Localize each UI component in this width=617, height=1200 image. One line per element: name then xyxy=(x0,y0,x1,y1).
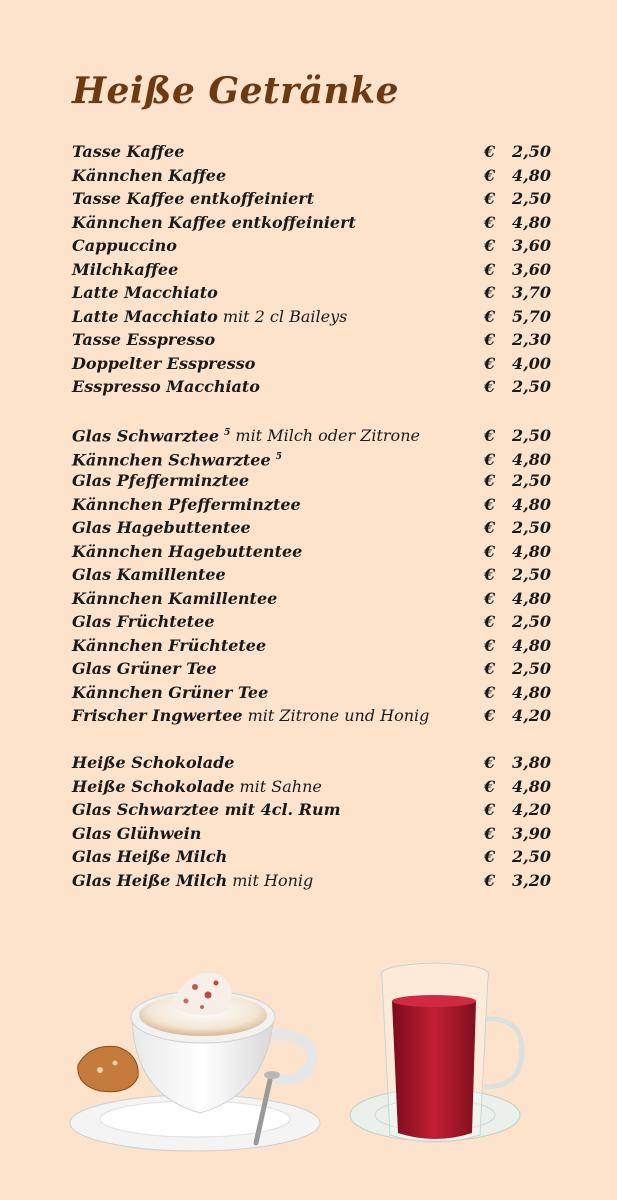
currency-symbol: € xyxy=(484,612,496,631)
menu-item-label xyxy=(72,610,215,634)
menu-item-description: mit 2 cl Baileys xyxy=(222,306,348,326)
menu-item-name: Kännchen Kaffee xyxy=(72,165,227,185)
price-amount: 3,70 xyxy=(512,283,551,302)
price-amount: 2,50 xyxy=(512,565,551,584)
menu-item-label xyxy=(72,845,227,869)
price-amount: 4,80 xyxy=(512,494,551,514)
currency-symbol: € xyxy=(484,189,496,208)
price-amount: 2,50 xyxy=(512,612,551,631)
currency-symbol: € xyxy=(484,682,496,702)
menu-item-row xyxy=(72,540,551,564)
currency-symbol: € xyxy=(484,659,496,678)
menu-item-row xyxy=(72,822,551,846)
currency-symbol: € xyxy=(484,588,496,608)
price-amount: 3,60 xyxy=(512,236,551,255)
menu-section xyxy=(72,140,551,399)
price-amount: 4,80 xyxy=(512,212,551,232)
allergen-footnote: 5 xyxy=(275,451,282,462)
menu-item-name: Kännchen Kamillentee xyxy=(72,588,278,608)
menu-item-row xyxy=(72,328,551,352)
menu-item-price xyxy=(484,681,551,705)
price-amount: 3,80 xyxy=(512,753,551,772)
currency-symbol: € xyxy=(484,494,496,514)
price-amount: 2,50 xyxy=(512,142,551,161)
currency-symbol: € xyxy=(484,870,496,890)
menu-item-label xyxy=(72,516,251,540)
menu-item-price xyxy=(484,352,551,376)
menu-item-label xyxy=(72,657,217,681)
menu-item-name: Glas Glühwein xyxy=(72,823,202,843)
price-amount: 2,50 xyxy=(512,471,551,490)
allergen-footnote: 5 xyxy=(224,428,231,438)
currency-symbol: € xyxy=(484,776,496,796)
price-amount: 2,50 xyxy=(512,659,551,678)
menu-item-label xyxy=(72,587,277,611)
menu-item-row xyxy=(72,869,551,893)
menu-item-name: Glas Heiße Milch xyxy=(72,870,228,890)
menu-item-row xyxy=(72,845,551,869)
menu-item-price xyxy=(484,424,551,448)
price-amount: 2,30 xyxy=(512,330,551,349)
price-amount: 4,20 xyxy=(512,706,551,725)
price-amount: 4,80 xyxy=(512,635,551,655)
menu-item-label xyxy=(72,704,429,728)
menu-item-price xyxy=(484,234,551,258)
menu-item-label xyxy=(72,234,177,258)
menu-item-label xyxy=(72,822,201,846)
menu-item-label xyxy=(72,563,226,587)
menu-item-price xyxy=(484,540,551,564)
currency-symbol: € xyxy=(484,471,496,490)
currency-symbol: € xyxy=(484,377,496,396)
menu-item-price xyxy=(484,775,551,799)
menu-section xyxy=(72,751,551,892)
price-amount: 4,80 xyxy=(512,449,551,469)
currency-symbol: € xyxy=(484,847,496,866)
menu-item-name: Tasse Kaffee entkoffeiniert xyxy=(72,189,315,208)
menu-item-row xyxy=(72,446,551,470)
menu-item-row xyxy=(72,516,551,540)
menu-item-label xyxy=(72,140,184,164)
menu-item-name: Glas Pfefferminztee xyxy=(72,471,250,490)
currency-symbol: € xyxy=(484,753,496,772)
menu-item-name: Doppelter Esspresso xyxy=(72,353,256,373)
menu-item-row xyxy=(72,634,551,658)
menu-item-name: Tasse Kaffee xyxy=(72,142,185,161)
menu-section xyxy=(72,422,551,728)
price-amount: 2,50 xyxy=(512,377,551,396)
menu-item-name: Glas Schwarztee mit 4cl. Rum xyxy=(72,800,341,819)
menu-item-description: mit Honig xyxy=(232,870,314,890)
menu-item-price xyxy=(484,448,551,472)
currency-symbol: € xyxy=(484,236,496,255)
menu-item-label xyxy=(72,258,178,282)
price-amount: 2,50 xyxy=(512,189,551,208)
currency-symbol: € xyxy=(484,330,496,349)
currency-symbol: € xyxy=(484,426,496,446)
currency-symbol: € xyxy=(484,518,496,537)
menu-item-label xyxy=(72,775,322,799)
currency-symbol: € xyxy=(484,706,496,725)
menu-item-label xyxy=(72,493,301,517)
menu-item-name: Kännchen Hagebuttentee xyxy=(72,541,303,561)
menu-item-name: Kännchen Kaffee entkoffeiniert xyxy=(72,212,356,232)
menu-item-price xyxy=(484,164,551,188)
price-amount: 4,80 xyxy=(512,776,551,796)
menu-item-label xyxy=(72,187,314,211)
menu-item-row xyxy=(72,563,551,587)
menu-item-price xyxy=(484,657,551,681)
menu-item-name: Glas Grüner Tee xyxy=(72,659,217,678)
menu-item-name: Latte Macchiato xyxy=(72,306,218,326)
menu-item-name: Kännchen Früchtetee xyxy=(72,635,267,655)
menu-item-label xyxy=(72,751,234,775)
currency-symbol: € xyxy=(484,306,496,326)
menu-item-name: Tasse Esspresso xyxy=(72,330,216,349)
menu-item-label xyxy=(72,681,268,705)
menu-item-price xyxy=(484,140,551,164)
currency-symbol: € xyxy=(484,259,496,279)
menu-item-label xyxy=(72,634,266,658)
menu-item-row xyxy=(72,375,551,399)
price-amount: 3,60 xyxy=(512,259,551,279)
menu-item-price xyxy=(484,798,551,822)
currency-symbol: € xyxy=(484,212,496,232)
menu-item-label xyxy=(72,305,347,329)
price-amount: 3,90 xyxy=(512,823,551,843)
menu-item-name: Cappuccino xyxy=(72,236,177,255)
menu-item-row xyxy=(72,164,551,188)
menu-item-label xyxy=(72,446,282,472)
menu-item-price xyxy=(484,375,551,399)
menu-item-price xyxy=(484,822,551,846)
currency-symbol: € xyxy=(484,635,496,655)
menu-item-description: mit Milch oder Zitrone xyxy=(235,426,420,446)
menu-item-row xyxy=(72,493,551,517)
menu-item-name: Glas Schwarztee xyxy=(72,426,220,446)
currency-symbol: € xyxy=(484,353,496,373)
menu-item-label xyxy=(72,164,226,188)
menu-item-row xyxy=(72,140,551,164)
menu-list xyxy=(72,140,551,916)
price-amount: 3,20 xyxy=(512,870,551,890)
price-amount: 4,80 xyxy=(512,165,551,185)
price-amount: 4,80 xyxy=(512,682,551,702)
menu-item-price xyxy=(484,281,551,305)
menu-item-price xyxy=(484,258,551,282)
currency-symbol: € xyxy=(484,541,496,561)
menu-item-price xyxy=(484,704,551,728)
menu-item-row xyxy=(72,469,551,493)
menu-item-row xyxy=(72,751,551,775)
menu-item-name: Heiße Schokolade xyxy=(72,776,235,796)
currency-symbol: € xyxy=(484,283,496,302)
menu-item-name: Latte Macchiato xyxy=(72,283,218,302)
menu-item-price xyxy=(484,187,551,211)
menu-item-price xyxy=(484,587,551,611)
menu-item-price xyxy=(484,751,551,775)
menu-item-label xyxy=(72,469,249,493)
menu-item-row xyxy=(72,422,551,446)
menu-item-label xyxy=(72,798,341,822)
menu-item-label xyxy=(72,869,313,893)
price-amount: 4,20 xyxy=(512,800,551,819)
price-amount: 5,70 xyxy=(512,306,551,326)
menu-item-name: Glas Hagebuttentee xyxy=(72,518,251,537)
currency-symbol: € xyxy=(484,823,496,843)
menu-item-description: mit Sahne xyxy=(239,776,322,796)
currency-symbol: € xyxy=(484,565,496,584)
price-amount: 4,00 xyxy=(512,353,551,373)
menu-item-row xyxy=(72,657,551,681)
price-amount: 2,50 xyxy=(512,518,551,537)
menu-item-row xyxy=(72,305,551,329)
menu-item-description: mit Zitrone und Honig xyxy=(247,706,430,725)
menu-item-row xyxy=(72,258,551,282)
menu-item-name: Milchkaffee xyxy=(72,259,179,279)
menu-item-name: Glas Heiße Milch xyxy=(72,847,228,866)
menu-item-row xyxy=(72,187,551,211)
menu-item-price xyxy=(484,328,551,352)
menu-item-row xyxy=(72,775,551,799)
menu-item-row xyxy=(72,704,551,728)
menu-item-name: Frischer Ingwertee xyxy=(72,706,243,725)
menu-item-label xyxy=(72,328,215,352)
menu-item-price xyxy=(484,869,551,893)
menu-item-price xyxy=(484,845,551,869)
currency-symbol: € xyxy=(484,449,496,469)
menu-item-row xyxy=(72,610,551,634)
menu-item-price xyxy=(484,634,551,658)
currency-symbol: € xyxy=(484,165,496,185)
menu-item-name: Glas Kamillentee xyxy=(72,565,226,584)
menu-item-row xyxy=(72,234,551,258)
menu-item-label xyxy=(72,352,255,376)
menu-item-name: Kännchen Schwarztee xyxy=(72,449,271,469)
menu-item-price xyxy=(484,610,551,634)
menu-item-name: Kännchen Pfefferminztee xyxy=(72,494,301,514)
price-amount: 2,50 xyxy=(512,426,551,446)
menu-item-price xyxy=(484,516,551,540)
price-amount: 4,80 xyxy=(512,588,551,608)
menu-item-price xyxy=(484,211,551,235)
menu-item-label xyxy=(72,540,302,564)
menu-title: Heiße Getränke xyxy=(72,70,399,112)
menu-item-row xyxy=(72,211,551,235)
menu-item-name: Kännchen Grüner Tee xyxy=(72,682,269,702)
menu-item-name: Esspresso Macchiato xyxy=(72,377,260,396)
price-amount: 2,50 xyxy=(512,847,551,866)
menu-item-label xyxy=(72,422,420,448)
menu-item-row xyxy=(72,281,551,305)
menu-item-label xyxy=(72,211,356,235)
menu-item-price xyxy=(484,563,551,587)
menu-item-price xyxy=(484,305,551,329)
cappuccino-cup-icon xyxy=(70,973,320,1151)
currency-symbol: € xyxy=(484,142,496,161)
menu-item-row xyxy=(72,352,551,376)
menu-item-name: Heiße Schokolade xyxy=(72,753,235,772)
currency-symbol: € xyxy=(484,800,496,819)
menu-item-row xyxy=(72,798,551,822)
tea-glass-icon xyxy=(350,963,522,1142)
menu-item-name: Glas Früchtetee xyxy=(72,612,215,631)
menu-item-row xyxy=(72,587,551,611)
menu-item-label xyxy=(72,375,260,399)
menu-item-row xyxy=(72,681,551,705)
menu-item-price xyxy=(484,469,551,493)
drinks-illustration xyxy=(60,955,560,1165)
menu-item-label xyxy=(72,281,218,305)
menu-item-price xyxy=(484,493,551,517)
price-amount: 4,80 xyxy=(512,541,551,561)
